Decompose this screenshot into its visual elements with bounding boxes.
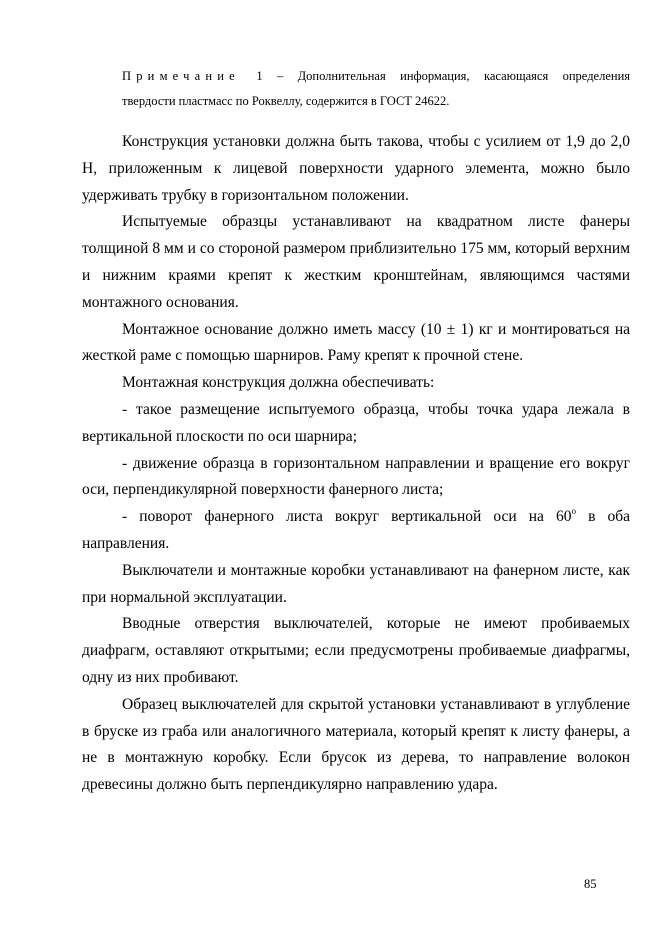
paragraph-mounting-base: Монтажное основание должно иметь массу (10 ± 1) кг и монтироваться на жесткой раме с помощью шарниров. Раму крепят к прочной стене. bbox=[82, 320, 630, 365]
paragraph-samples: Испытуемые образцы устанавливают на квадратном листе фанеры толщиной 8 мм и со стороной размером приблизительно 175 мм, который верхним и нижним краями крепят к жестким кронштейнам, являющимся частями монтажного основания. bbox=[82, 213, 630, 311]
paragraph-mounting-requirements: Монтажная конструкция должна обеспечивать: bbox=[122, 374, 435, 392]
rotation-text-end: в оба направления. bbox=[82, 508, 630, 552]
note-label: Примечание bbox=[122, 69, 240, 83]
rotation-text: - поворот фанерного листа вокруг вертикальной оси на 60 bbox=[122, 508, 572, 526]
paragraph-switches: Выключатели и монтажные коробки устанавливают на фанерном листе, как при нормальной эксплуатации. bbox=[82, 561, 630, 606]
note-continuation: твердости пластмасс по Роквеллу, содержится в ГОСТ 24622. bbox=[122, 94, 450, 108]
page-number: 85 bbox=[584, 877, 597, 891]
list-item-placement: - такое размещение испытуемого образца, чтобы точка удара лежала в вертикальной плоскости по оси шарнира; bbox=[82, 400, 630, 445]
list-item-rotation bbox=[82, 504, 630, 558]
paragraph-flush-mounting: Образец выключателей для скрытой установки устанавливают в углубление в бруске из граба или аналогичного материала, который крепят к листу фанеры, а не в монтажную коробку. Если брусок из дерева, то направление волокон древесины должно быть перпендикулярно направлению удара. bbox=[82, 695, 630, 794]
body-text bbox=[82, 129, 630, 799]
paragraph-entry-holes: Вводные отверстия выключателей, которые не имеют пробиваемых диафрагм, оставляют открытыми; если предусмотрены пробиваемые диафрагмы, одну из них пробивают. bbox=[82, 615, 630, 686]
note-first-line bbox=[122, 64, 630, 89]
note-text: 1 – Дополнительная информация, касающаяся определения bbox=[256, 69, 631, 83]
note-block bbox=[122, 64, 630, 114]
list-item-movement: - движение образца в горизонтальном направлении и вращение его вокруг оси, перпендикулярной поверхности фанерного листа; bbox=[82, 454, 630, 499]
paragraph-construction: Конструкция установки должна быть такова, чтобы с усилием от 1,9 до 2,0 Н, приложенным к лицевой поверхности ударного элемента, можно было удерживать трубку в горизонтальном положении. bbox=[82, 133, 630, 204]
degree-mark: о bbox=[571, 506, 576, 517]
